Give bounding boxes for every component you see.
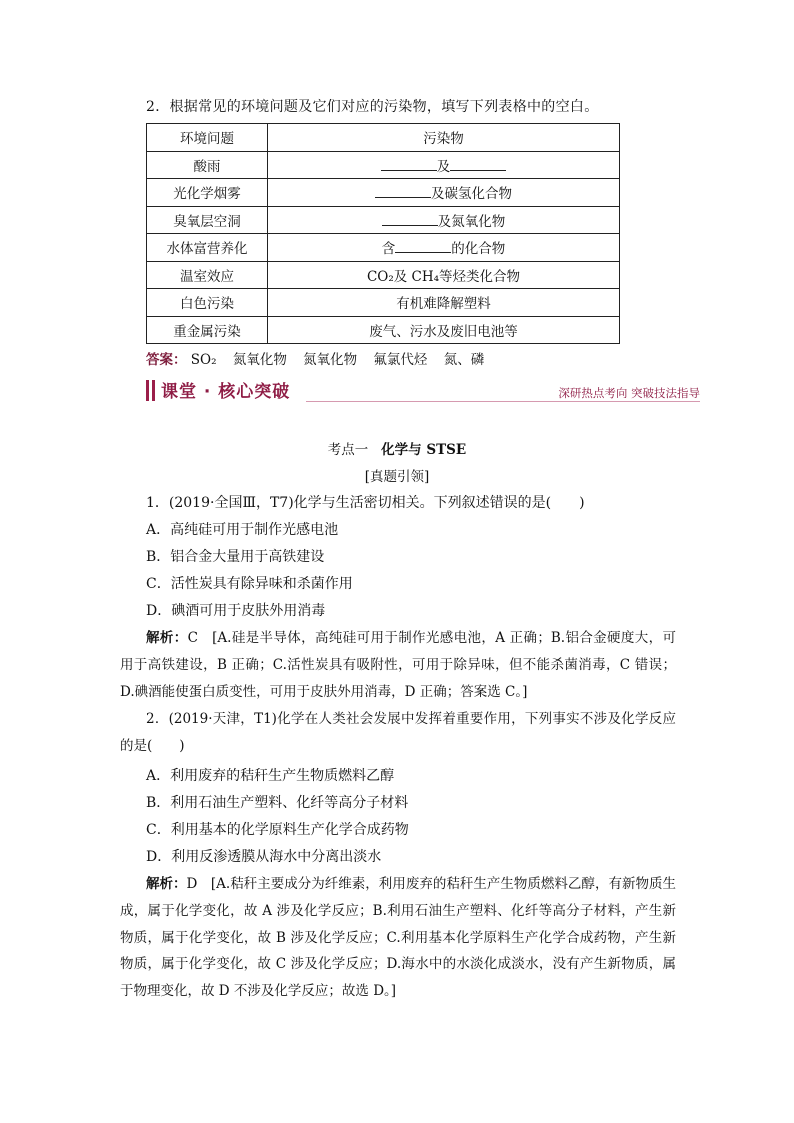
problem-cell: 水体富营养化: [147, 234, 268, 262]
answer-label: 答案：: [146, 352, 187, 368]
question-2-option-a: A．利用废弃的秸秆生产生物质燃料乙醇: [146, 768, 395, 784]
answer-line: [146, 348, 496, 368]
banner-title: 课堂 · 核心突破: [161, 382, 291, 402]
kaodian-heading: [0, 438, 794, 458]
pollution-table: [146, 123, 620, 344]
question-2-title: 2．根据常见的环境问题及它们对应的污染物，填写下列表格中的空白。: [146, 99, 599, 115]
fill-blank: [395, 240, 451, 253]
pollutant-cell: CO₂及 CH₄等烃类化合物: [268, 261, 620, 289]
question-1-option-d: D．碘酒可用于皮肤外用消毒: [146, 603, 326, 619]
question-2-option-c: C．利用基本的化学原料生产化学合成药物: [146, 822, 409, 838]
banner-bar: [152, 380, 155, 401]
kaodian-label: 考点一: [327, 442, 369, 458]
pollutant-cell: [268, 179, 620, 207]
table-row: [147, 261, 620, 289]
cell-text: 及氮氧化物: [437, 213, 506, 230]
banner-divider: [306, 401, 700, 402]
analysis-text: D [A.秸秆主要成分为纤维素，利用废弃的秸秆生产生物质燃料乙醇，有新物质生成，属于化学变化，故 A 涉及化学反应；B.利用石油生产塑料、化纤等高分子材料，产生新物质，属于化学变化，故 B 涉及化学反应；C.利用基本化学原料生产化学合成药物，产生新物质，属于化学变化，故 C 涉及化学反应；D.海水中的水淡化成淡水，没有产生新物质，属于物理变化，故 D 不涉及化学反应；故选 D。]: [120, 876, 676, 1000]
question-2-analysis: [120, 871, 676, 1005]
answer-item: SO₂: [190, 352, 217, 368]
pollutant-cell: [268, 206, 620, 234]
table-header-row: [147, 124, 620, 152]
question-1-option-b: B．铝合金大量用于高铁建设: [146, 549, 325, 565]
kaodian-title: 化学与 STSE: [381, 442, 467, 458]
answer-values: [191, 352, 496, 368]
header-pollutant: 污染物: [268, 124, 620, 152]
question-2-option-b: B．利用石油生产塑料、化纤等高分子材料: [146, 795, 409, 811]
question-1-stem: 1．(2019·全国Ⅲ，T7)化学与生活密切相关。下列叙述错误的是( ): [146, 495, 585, 511]
table-row: [147, 316, 620, 344]
answer-item: 氮氧化物: [303, 352, 358, 368]
pollutant-cell: 有机难降解塑料: [268, 289, 620, 317]
banner-subtitle: 深研热点考向 突破技法指导: [558, 386, 700, 400]
section-banner: [146, 377, 700, 403]
fill-blank: [375, 185, 431, 198]
table-row: [147, 234, 620, 262]
pollutant-cell: [268, 151, 620, 179]
problem-cell: 臭氧层空洞: [147, 206, 268, 234]
answer-item: 氮氧化物: [232, 352, 287, 368]
banner-bar: [146, 380, 149, 401]
problem-cell: 重金属污染: [147, 316, 268, 344]
header-problem: 环境问题: [147, 124, 268, 152]
question-1-option-c: C．活性炭具有除异味和杀菌作用: [146, 576, 353, 592]
fill-blank: [381, 158, 437, 171]
pollutant-cell: 废气、污水及废旧电池等: [268, 316, 620, 344]
pollutant-cell: [268, 234, 620, 262]
cell-text: 及碳氢化合物: [431, 186, 512, 203]
problem-cell: 温室效应: [147, 261, 268, 289]
fill-blank: [450, 158, 506, 171]
analysis-text: C [A.硅是半导体，高纯硅可用于制作光感电池，A 正确；B.铝合金硬度大，可用于高铁建设，B 正确；C.活性炭具有吸附性，可用于除异味，但不能杀菌消毒，C 错误；D.碘酒能使蛋白质变性，可用于皮肤外用消毒，D 正确；答案选 C。]: [120, 630, 676, 700]
question-1-analysis: [120, 625, 676, 705]
fill-blank: [382, 213, 438, 226]
table-row: [147, 206, 620, 234]
cell-text: 含: [381, 241, 396, 258]
question-2-stem: 2．(2019·天津，T1)化学在人类社会发展中发挥着重要作用，下列事实不涉及化学反应的是( ): [120, 711, 676, 754]
problem-cell: 白色污染: [147, 289, 268, 317]
table-row: [147, 151, 620, 179]
answer-item: 氟氯代烃: [373, 352, 428, 368]
cell-text: 及: [436, 158, 451, 175]
answer-item: 氮、磷: [443, 352, 485, 368]
table-row: [147, 289, 620, 317]
table-row: [147, 179, 620, 207]
analysis-label: 解析：: [146, 630, 188, 646]
zhenti-heading: [真题引领]: [364, 469, 430, 485]
problem-cell: 酸雨: [147, 151, 268, 179]
cell-text: 的化合物: [451, 241, 506, 258]
question-2-option-d: D．利用反渗透膜从海水中分离出淡水: [146, 849, 382, 865]
analysis-label: 解析：: [146, 876, 187, 892]
question-1-option-a: A．高纯硅可用于制作光感电池: [146, 522, 339, 538]
problem-cell: 光化学烟雾: [147, 179, 268, 207]
